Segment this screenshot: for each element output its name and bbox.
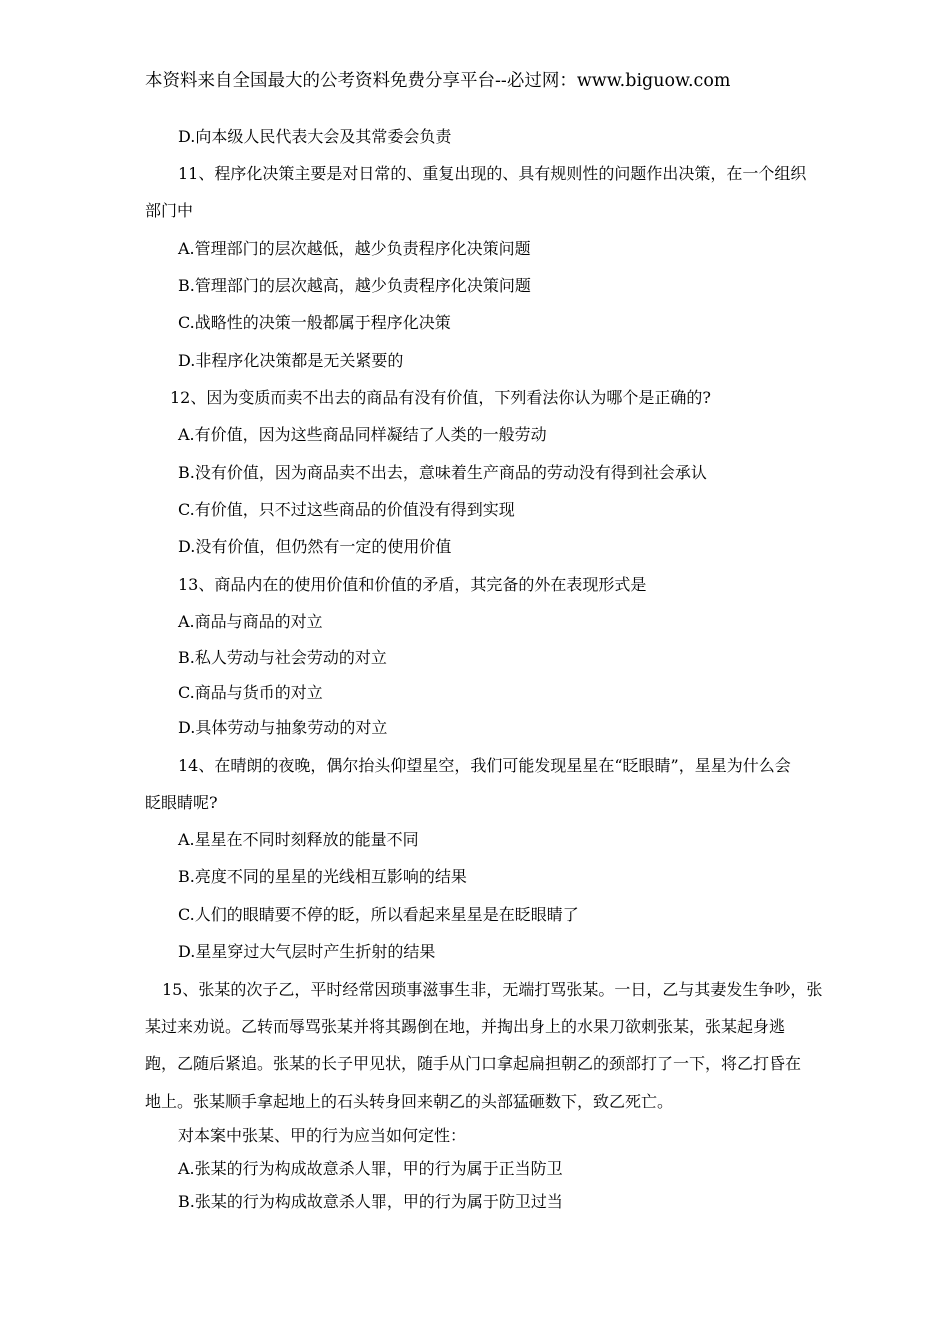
q10-option-d: D.向本级人民代表大会及其常委会负责: [178, 127, 452, 146]
q14-option-a: A.星星在不同时刻释放的能量不同: [178, 830, 419, 849]
q14-stem-line1: 14、在晴朗的夜晚，偶尔抬头仰望星空，我们可能发现星星在“眨眼睛”，星星为什么会: [178, 756, 791, 775]
q11-stem-line1: 11、程序化决策主要是对日常的、重复出现的、具有规则性的问题作出决策，在一个组织: [178, 164, 807, 183]
q12-option-c: C.有价值，只不过这些商品的价值没有得到实现: [178, 500, 515, 519]
q12-option-d: D.没有价值，但仍然有一定的使用价值: [178, 537, 452, 556]
q11-option-c: C.战略性的决策一般都属于程序化决策: [178, 313, 451, 332]
q15-option-b: B.张某的行为构成故意杀人罪，甲的行为属于防卫过当: [178, 1192, 563, 1211]
q11-option-b: B.管理部门的层次越高，越少负责程序化决策问题: [178, 276, 531, 295]
q13-option-a: A.商品与商品的对立: [178, 612, 323, 631]
q15-stem-line1: 15、张某的次子乙，平时经常因琐事滋事生非，无端打骂张某。一日，乙与其妻发生争吵，张: [162, 980, 823, 999]
q15-stem-line4: 地上。张某顺手拿起地上的石头转身回来朝乙的头部猛砸数下，致乙死亡。: [145, 1092, 674, 1111]
q14-option-c: C.人们的眼睛要不停的眨，所以看起来星星是在眨眼睛了: [178, 905, 579, 924]
q14-option-b: B.亮度不同的星星的光线相互影响的结果: [178, 867, 467, 886]
q15-prompt: 对本案中张某、甲的行为应当如何定性：: [178, 1126, 467, 1145]
q13-option-b: B.私人劳动与社会劳动的对立: [178, 648, 387, 667]
q14-stem-line2: 眨眼睛呢?: [145, 793, 218, 812]
page-header: 本资料来自全国最大的公考资料免费分享平台--必过网：www.biguow.com: [145, 71, 731, 91]
q13-stem: 13、商品内在的使用价值和价值的矛盾，其完备的外在表现形式是: [178, 575, 647, 594]
q11-option-d: D.非程序化决策都是无关紧要的: [178, 351, 404, 370]
q15-option-a: A.张某的行为构成故意杀人罪，甲的行为属于正当防卫: [178, 1159, 563, 1178]
q11-option-a: A.管理部门的层次越低，越少负责程序化决策问题: [178, 239, 531, 258]
q13-option-c: C.商品与货币的对立: [178, 683, 323, 702]
q13-option-d: D.具体劳动与抽象劳动的对立: [178, 718, 388, 737]
q12-option-b: B.没有价值，因为商品卖不出去，意味着生产商品的劳动没有得到社会承认: [178, 463, 707, 482]
q15-stem-line2: 某过来劝说。乙转而辱骂张某并将其踢倒在地，并掏出身上的水果刀欲刺张某，张某起身逃: [145, 1017, 786, 1036]
q12-stem: 12、因为变质而卖不出去的商品有没有价值，下列看法你认为哪个是正确的?: [170, 388, 711, 407]
q15-stem-line3: 跑，乙随后紧追。张某的长子甲见状，随手从门口拿起扁担朝乙的颈部打了一下，将乙打昏在: [145, 1054, 802, 1073]
q12-option-a: A.有价值，因为这些商品同样凝结了人类的一般劳动: [178, 425, 547, 444]
q11-stem-line2: 部门中: [145, 201, 194, 220]
q14-option-d: D.星星穿过大气层时产生折射的结果: [178, 942, 436, 961]
